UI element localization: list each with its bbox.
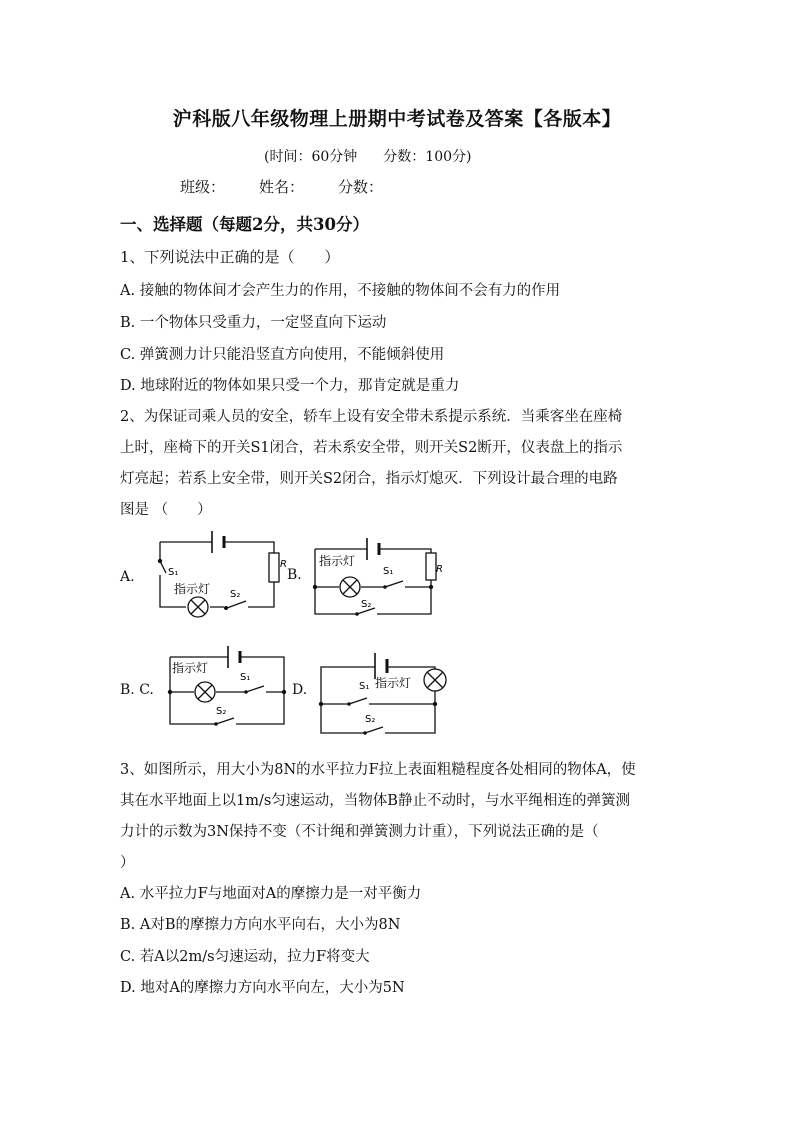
question-1-stem: 1、下列说法中正确的是（ ）: [120, 248, 340, 266]
q3-option-c: C. 若A以2m/s匀速运动，拉力F将变大: [120, 949, 370, 965]
option-c-label: B. C.: [120, 682, 154, 698]
class-field: 班级：: [180, 178, 226, 196]
q3-line-4: ）: [120, 855, 135, 871]
switch-s2-label: S₂: [230, 589, 241, 600]
exam-meta: [264, 146, 497, 166]
switch-s1-label: S₁: [359, 681, 370, 692]
q1-option-a: A. 接触的物体间才会产生力的作用，不接触的物体间不会有力的作用: [120, 283, 561, 299]
q1-option-d: D. 地球附近的物体如果只受一个力，那肯定就是重力: [120, 378, 460, 394]
q3-line-3: 力计的示数为3N保持不变（不计绳和弹簧测力计重），下列说法正确的是（: [120, 824, 599, 840]
q3-line-1: 3、如图所示，用大小为8N的水平拉力F拉上表面粗糙程度各处相同的物体A，使: [120, 762, 636, 778]
q3-option-a: A. 水平拉力F与地面对A的摩擦力是一对平衡力: [120, 886, 422, 902]
q2-line-2: 上时，座椅下的开关S1闭合，若未系安全带，则开关S2断开，仪表盘上的指示: [120, 440, 623, 456]
student-info: [180, 176, 417, 197]
q3-option-d: D. 地对A的摩擦力方向水平向左，大小为5N: [120, 980, 405, 996]
circuit-c-diagram: [160, 640, 295, 730]
lamp-label: 指示灯: [174, 582, 211, 596]
q2-line-1: 2、为保证司乘人员的安全，轿车上设有安全带未系提示系统．当乘客坐在座椅: [120, 409, 623, 425]
resistor-label: R: [436, 564, 443, 575]
switch-s1-label: S₁: [383, 566, 394, 577]
q3-line-2: 其在水平地面上以1m/s匀速运动，当物体B静止不动时，与水平绳相连的弹簧测: [120, 793, 630, 809]
q1-option-c: C. 弹簧测力计只能沿竖直方向使用，不能倾斜使用: [120, 347, 445, 363]
time-info: (时间：60分钟: [264, 149, 358, 165]
switch-s2-label: S₂: [216, 706, 227, 717]
lamp-label: 指示灯: [375, 676, 412, 690]
lamp-label: 指示灯: [319, 554, 356, 568]
page-title: 沪科版八年级物理上册期中考试卷及答案【各版本】: [172, 108, 622, 130]
section-heading: 一、选择题（每题2分，共30分）: [120, 215, 369, 234]
switch-s2-label: S₂: [365, 714, 376, 725]
q3-option-b: B. A对B的摩擦力方向水平向右，大小为8N: [120, 917, 401, 933]
switch-s1-label: S₁: [240, 672, 251, 683]
name-field: 姓名：: [259, 178, 305, 196]
option-a-label: A.: [120, 569, 135, 585]
score-info: 分数：100分): [383, 149, 472, 165]
circuit-b-diagram: [305, 530, 445, 625]
option-d-label: D.: [292, 682, 308, 698]
circuit-d-diagram: [313, 643, 453, 738]
q2-line-3: 灯亮起；若系上安全带，则开关S2闭合，指示灯熄灭．下列设计最合理的电路: [120, 471, 618, 487]
switch-s2-label: S₂: [361, 599, 372, 610]
q1-option-b: B. 一个物体只受重力，一定竖直向下运动: [120, 315, 387, 331]
circuit-a-diagram: [150, 525, 285, 625]
lamp-label: 指示灯: [172, 661, 209, 675]
switch-s1-label: S₁: [168, 567, 179, 578]
option-b-label: B.: [287, 567, 302, 583]
score-field: 分数：: [338, 178, 384, 196]
resistor-label: R: [280, 559, 287, 570]
q2-line-4: 图是 （ ）: [120, 502, 212, 518]
